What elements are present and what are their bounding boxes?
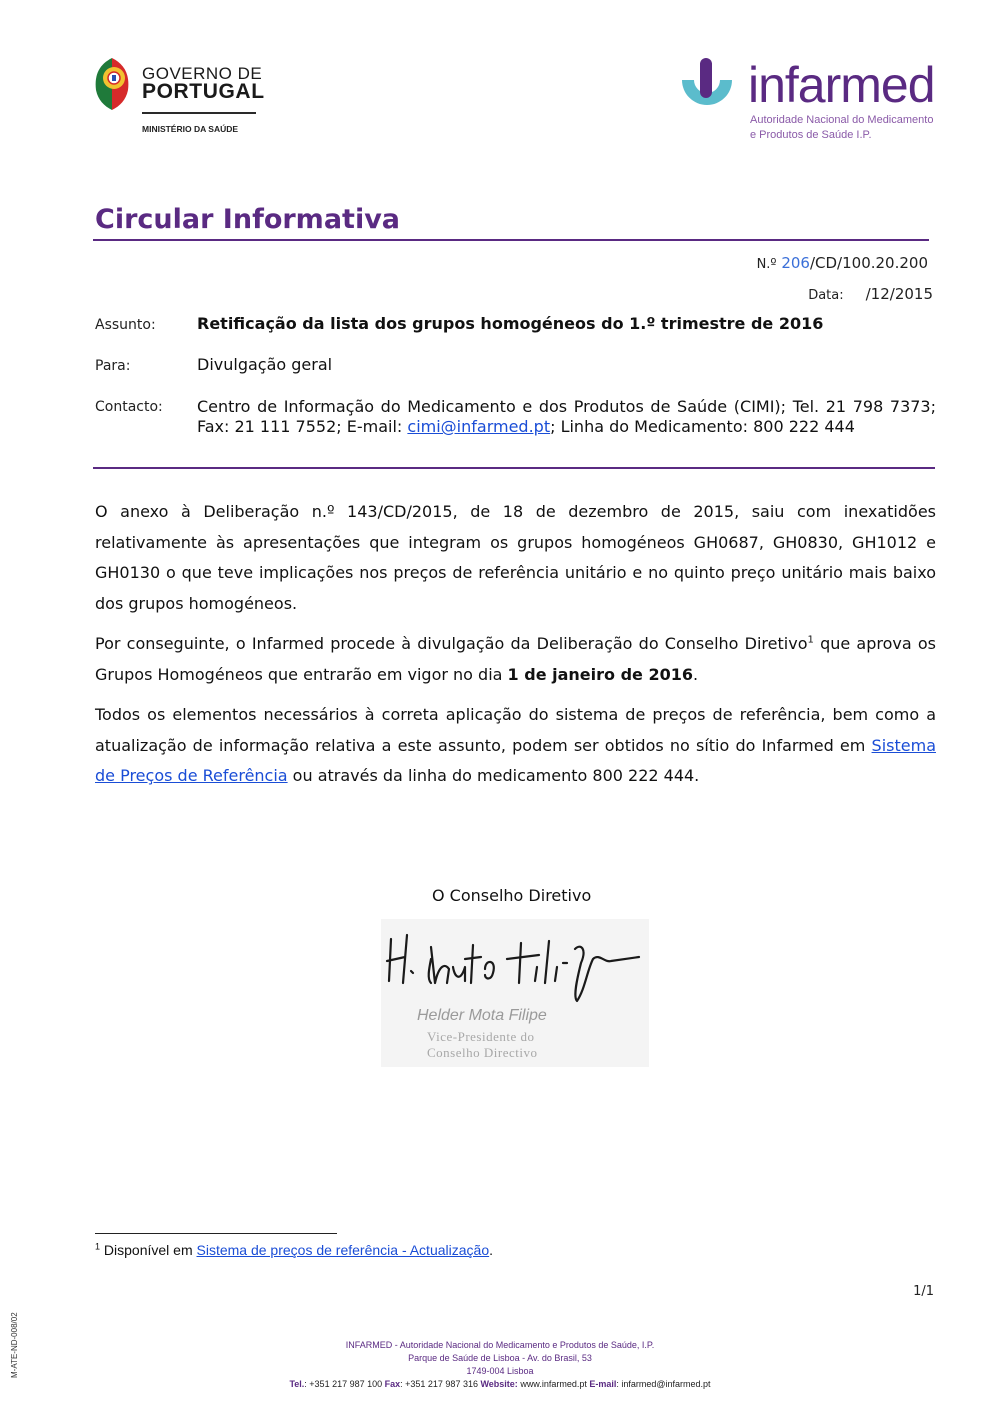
signature-stamp-role-1: Vice-Presidente do (427, 1029, 535, 1044)
signature-image (381, 919, 649, 1067)
infarmed-subtitle-2: e Produtos de Saúde I.P. (750, 129, 872, 141)
footer-line-1: INFARMED - Autoridade Nacional do Medicamento e Produtos de Saúde, I.P. (345, 1340, 655, 1350)
signature-stamp-role-2: Conselho Directivo (427, 1045, 538, 1060)
portugal-emblem-icon (92, 56, 132, 112)
footer-web-label: Website: (480, 1379, 518, 1389)
p3-text: Todos os elementos necessários à correta aplicação do sistema de preços de referência, bem como a atualização de informação relativa a este assunto, podem ser obtidos no sítio do Infarmed em (95, 705, 936, 755)
footer-email: : infarmed@infarmed.pt (616, 1379, 711, 1389)
subject-label: Assunto: (95, 317, 156, 333)
handwritten-signature (381, 919, 649, 1009)
footer-fax-label: Fax (384, 1379, 401, 1389)
footer-contacts (200, 1379, 800, 1389)
document-code: M-ATE-ND-008/02 (10, 1312, 19, 1378)
p2-text-end: . (693, 664, 699, 684)
footer-tel: : +351 217 987 100 (304, 1379, 385, 1389)
paragraph-2 (95, 629, 936, 690)
footer-email-label: E-mail (589, 1379, 617, 1389)
ref-suffix: /CD/100.20.200 (809, 254, 928, 272)
subject-value: Retificação da lista dos grupos homogéneos do 1.º trimestre de 2016 (197, 314, 824, 333)
title-divider (93, 239, 929, 241)
contact-email-link[interactable]: cimi@infarmed.pt (407, 417, 551, 436)
signature-label: O Conselho Diretivo (432, 886, 592, 905)
p2-text: Por conseguinte, o Infarmed procede à divulgação da Deliberação do Conselho Diretivo (95, 634, 808, 653)
p2-text-mid: que aprova os Grupos Homogéneos que entrarão em vigor no dia (95, 634, 936, 684)
gov-title-line2: PORTUGAL (142, 80, 265, 103)
p2-date: 1 de janeiro de 2016 (507, 664, 693, 684)
footnote-text: Disponível em (100, 1242, 197, 1258)
footnote-ref: 1 (807, 634, 814, 646)
footnote (95, 1242, 493, 1258)
contact-label: Contacto: (95, 399, 163, 415)
date-value: /12/2015 (865, 285, 933, 303)
page-number: 1/1 (913, 1284, 934, 1299)
document-title: Circular Informativa (95, 204, 401, 235)
p3-text-end: ou através da linha do medicamento 800 222 444. (287, 766, 700, 785)
ref-number: 206 (781, 254, 810, 272)
reference-prices-link[interactable]: Sistema de Preços de Referência (95, 735, 936, 785)
date-line (808, 285, 933, 303)
gov-title-line1: GOVERNO DE (142, 64, 263, 83)
to-label: Para: (95, 358, 131, 374)
contact-text: Centro de Informação do Medicamento e dos Produtos de Saúde (CIMI); Tel. 21 798 7373; Fax: 21 111 7552; E-mail: (197, 397, 936, 436)
paragraph-3 (95, 700, 936, 792)
footnote-end: . (489, 1242, 493, 1258)
infarmed-mark-icon (676, 58, 738, 124)
infarmed-subtitle-1: Autoridade Nacional do Medicamento (750, 114, 934, 126)
gov-ministry: MINISTÉRIO DA SAÚDE (142, 124, 239, 134)
footer-fax: : +351 217 987 316 (400, 1379, 481, 1389)
ref-label: N.º (756, 257, 777, 272)
contact-text-end: ; Linha do Medicamento: 800 222 444 (550, 417, 855, 436)
footnote-mark: 1 (95, 1241, 101, 1252)
signature-stamp-name: Helder Mota Filipe (417, 1007, 547, 1024)
footer-line-2: Parque de Saúde de Lisboa - Av. do Brasil, 53 (408, 1353, 592, 1363)
infarmed-logo (676, 56, 936, 148)
footer-line-3: 1749-004 Lisboa (466, 1366, 534, 1376)
footer-web: www.infarmed.pt (517, 1379, 590, 1389)
header-divider (93, 467, 935, 469)
paragraph-1: O anexo à Deliberação n.º 143/CD/2015, de 18 de dezembro de 2015, saiu com inexatidões relativamente às apresentações que integram os grupos homogéneos GH0687, GH0830, GH1012 e GH0130 o que teve implicações nos preços de referência unitário e no quinto preço unitário mais baixo dos grupos homogéneos. (95, 502, 936, 613)
gov-divider (142, 112, 256, 114)
infarmed-wordmark: infarmed (748, 57, 935, 113)
date-label: Data: (808, 288, 844, 303)
footer-tel-label: Tel. (289, 1379, 305, 1389)
to-value: Divulgação geral (197, 355, 333, 374)
footnote-divider (95, 1233, 337, 1234)
reference-number (757, 254, 928, 272)
governo-portugal-logo (92, 56, 272, 140)
footnote-link[interactable]: Sistema de preços de referência - Actualização (196, 1242, 490, 1258)
contact-value (197, 397, 936, 437)
